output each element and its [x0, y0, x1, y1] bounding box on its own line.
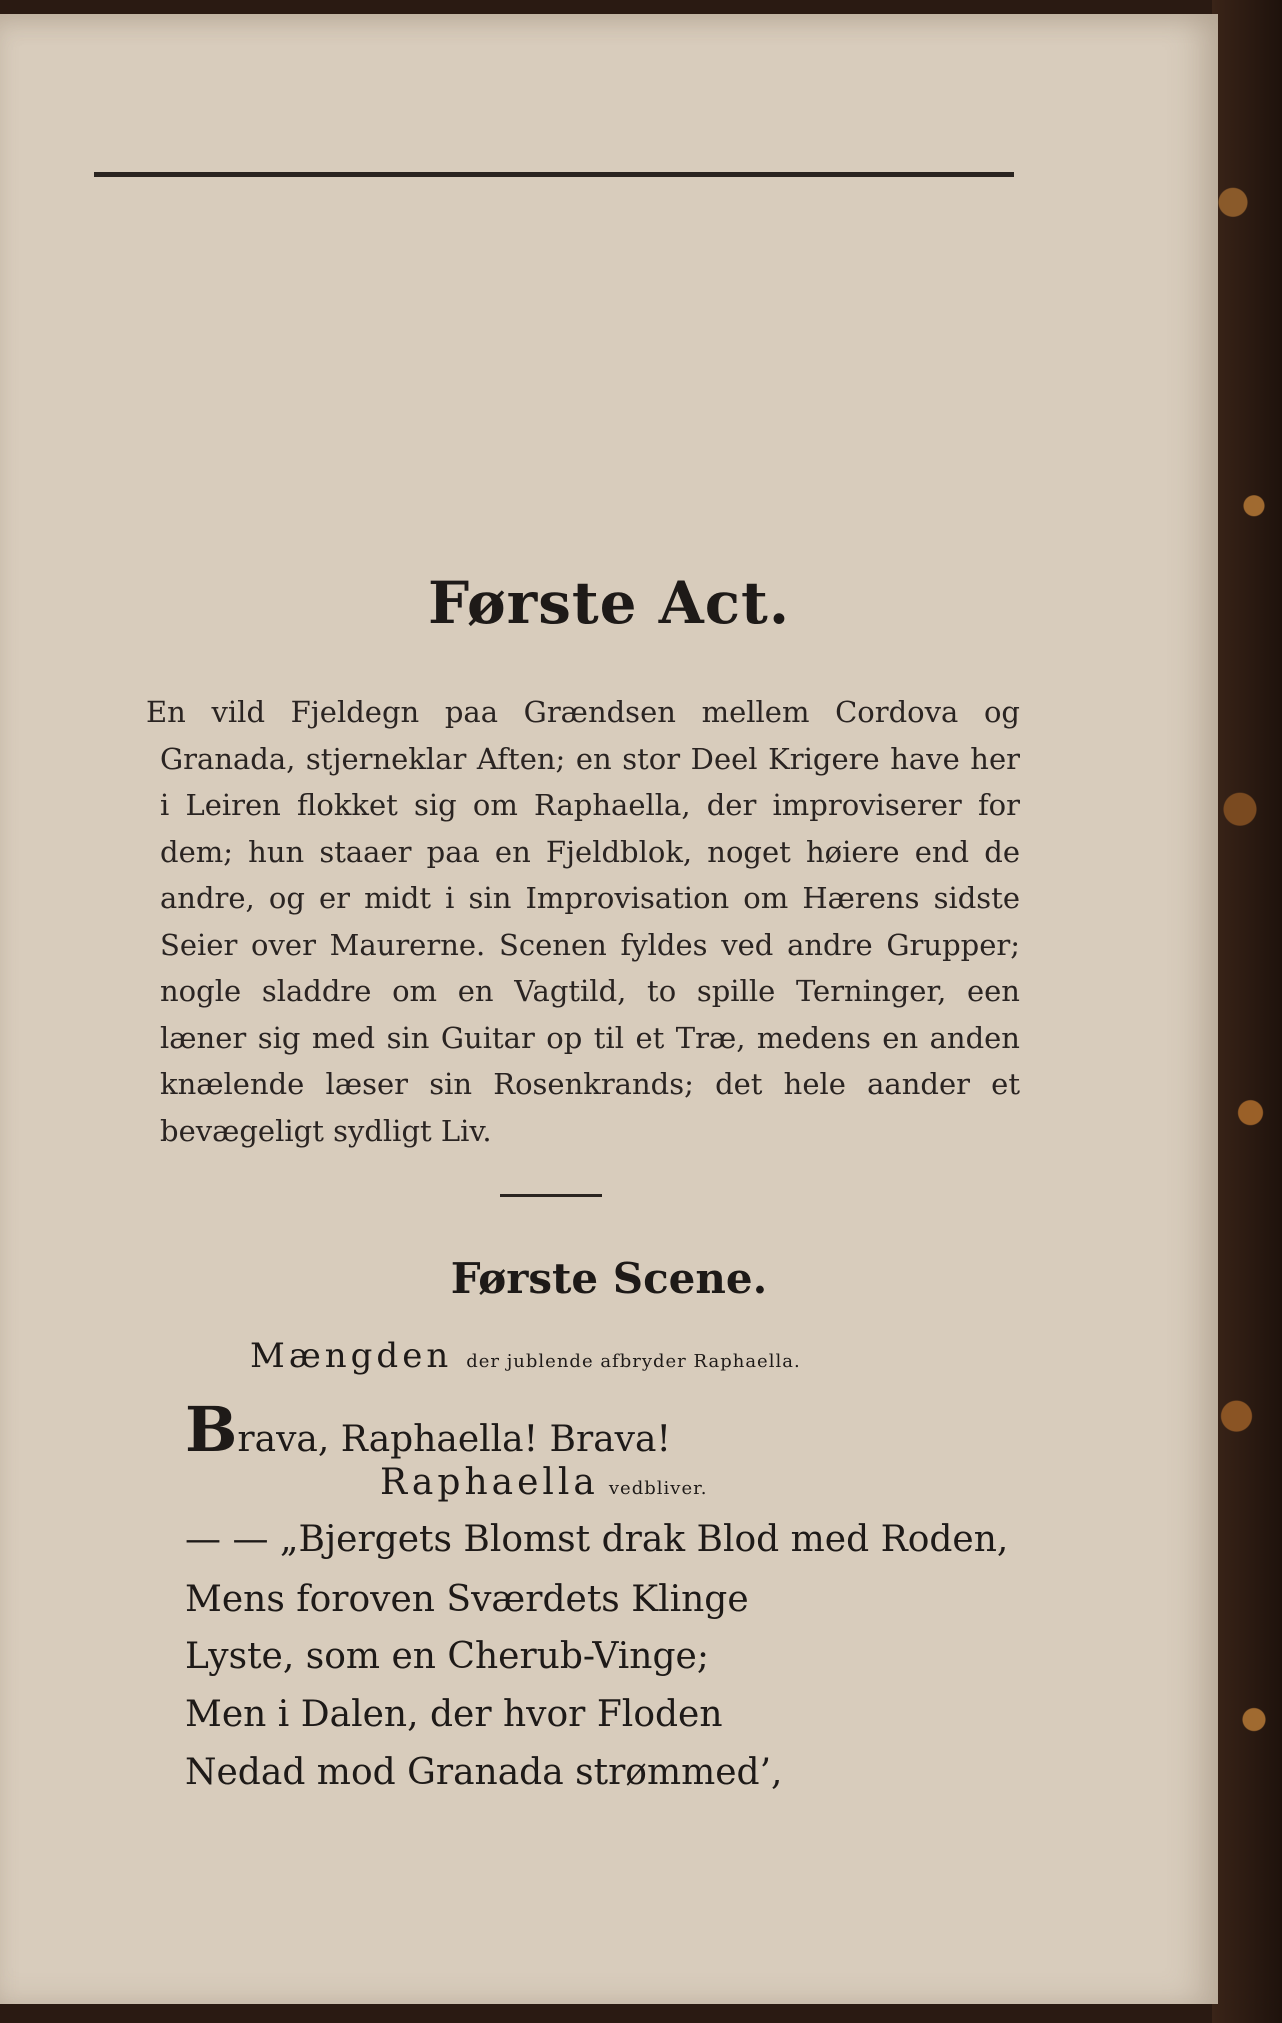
book-page	[0, 14, 1218, 2004]
act-title: Første Act.	[427, 569, 791, 637]
speaker-crowd	[250, 1336, 801, 1376]
section-divider	[500, 1194, 602, 1197]
verse-line-6: Nedad mod Granada strømmed’,	[185, 1752, 783, 1793]
verse-line-1	[185, 1393, 671, 1466]
drop-cap: B	[185, 1393, 238, 1466]
speaker-stage-direction: der jublende afbryder Raphaella.	[466, 1351, 801, 1372]
speaker-raphaella	[380, 1462, 707, 1503]
stage-direction: En vild Fjeldegn paa Grændsen mellem Cordova og Granada, stjerneklar Aften; en stor Deel Krigere have her i Leiren flokket sig om Raphaella, der improviserer for dem; hun staaer paa en Fjeldblok, noget høiere end de andre, og er midt i sin Improvisation om Hærens sidste Seier over Maurerne. Scenen fyldes ved andre Grupper; nogle sladdre om en Vagtild, to spille Terninger, een læner sig med sin Guitar op til et Træ, medens en anden knælende læser sin Rosenkrands; det hele aander et bevægeligt sydligt Liv.	[146, 695, 1020, 1148]
book-cover-edge	[1212, 0, 1282, 2023]
verse-line-3: Mens foroven Sværdets Klinge	[185, 1579, 749, 1620]
verse-line-2: — — „Bjergets Blomst drak Blod med Roden,	[185, 1519, 1009, 1560]
header-rule	[94, 172, 1014, 177]
speaker-name: Raphaella	[380, 1462, 599, 1503]
verse-line-4: Lyste, som en Cherub-Vinge;	[185, 1636, 709, 1677]
verse-text: rava, Raphaella! Brava!	[237, 1419, 671, 1460]
speaker-name: Mængden	[250, 1336, 453, 1376]
speaker-stage-direction: vedbliver.	[608, 1478, 708, 1499]
scene-title: Første Scene.	[450, 1254, 768, 1303]
verse-line-5: Men i Dalen, der hvor Floden	[185, 1694, 723, 1735]
